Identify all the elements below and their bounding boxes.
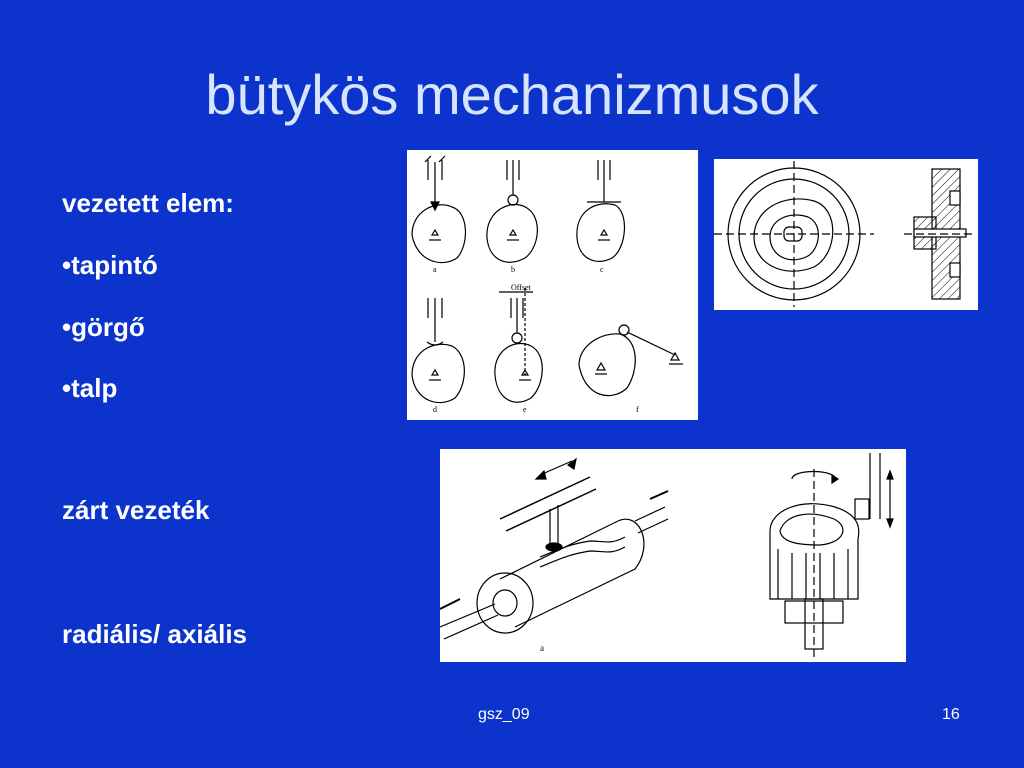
bullet-item <box>62 312 145 343</box>
fig-label-a: a <box>433 265 437 274</box>
cam-a <box>412 156 465 263</box>
radial-axial-text: radiális/ axiális <box>62 619 248 649</box>
cam-e <box>495 288 542 402</box>
bullet-text: talp <box>71 373 118 403</box>
fig-label-e: e <box>523 405 527 414</box>
follower-types-figure <box>407 150 698 420</box>
fig-label-f: f <box>636 405 639 414</box>
cam-f <box>579 325 683 396</box>
cam-plate-drawing <box>714 159 978 310</box>
footer-center: gsz_09 <box>478 706 530 723</box>
cylindrical-cam-figure <box>440 449 906 662</box>
closed-guide-text: zárt vezeték <box>62 495 210 525</box>
cam-plate-figure <box>714 159 978 310</box>
slide-title: bütykös mechanizmusok <box>205 63 819 126</box>
page-number: 16 <box>942 706 960 723</box>
bullet-text: görgő <box>71 312 145 342</box>
bullet-item <box>62 373 117 404</box>
bullet-char: • <box>62 312 72 342</box>
follower-types-drawing <box>407 150 698 420</box>
bullet-char: • <box>62 250 72 280</box>
cylindrical-cam-drawing <box>440 449 906 662</box>
cam-d <box>412 298 464 403</box>
cyl-label-a: a <box>540 643 544 653</box>
bullet-item <box>62 250 158 281</box>
fig-label-b: b <box>511 265 515 274</box>
body-heading: vezetett elem: <box>62 188 234 218</box>
offset-label: Offset <box>511 283 531 292</box>
fig-label-c: c <box>600 265 604 274</box>
cam-b <box>487 160 537 262</box>
bullet-text: tapintó <box>71 250 158 280</box>
bullet-char: • <box>62 373 72 403</box>
cam-c <box>577 160 625 261</box>
fig-label-d: d <box>433 405 437 414</box>
